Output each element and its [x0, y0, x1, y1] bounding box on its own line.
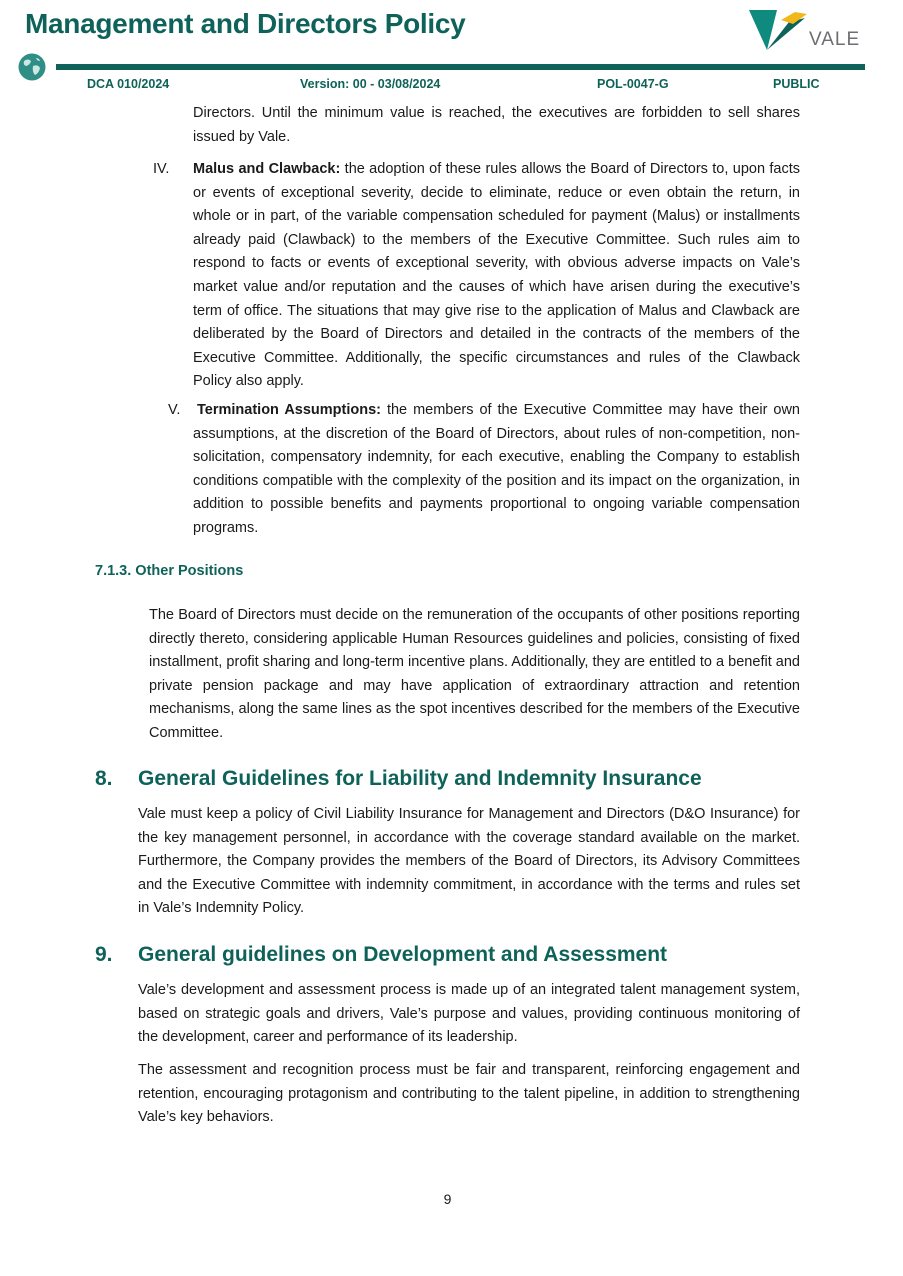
- list-item-term: Termination Assumptions:: [197, 402, 381, 418]
- vale-logo-yellow-shape: [781, 12, 807, 24]
- globe-icon: [18, 53, 46, 81]
- list-item-text: the adoption of these rules allows the Board of Directors to, upon facts or events of exceptional severity, decide to eliminate, reduce or even obtain the return, in whole or in part, of the variable compensation scheduled for payment (Malus) or installments already paid (Clawback) to the members of the Executive Committee. Such rules aim to respond to facts or events of exceptional severity, with obvious adverse impacts on Vale’s market value and/or reputation and the causes of which have arisen during the executive’s term of office. The situations that may give rise to the application of Malus and Clawback are deliberated by the Board of Directors and detailed in the contracts of the members of the Executive Committee. Additionally, the specific circumstances and rules of the Clawback Policy also apply.: [193, 161, 800, 390]
- section-body: The assessment and recognition process must be fair and transparent, reinforcing engagement and retention, encouraging protagonism and contributing to the talent pipeline, in addition to strengthening Vale’s key behaviors.: [138, 1062, 800, 1126]
- document-version: Version: 00 - 03/08/2024: [300, 77, 441, 91]
- list-numeral-iv: IV.: [153, 161, 170, 177]
- section-number: 8.: [95, 767, 113, 790]
- header-rule: [56, 64, 865, 70]
- page-number: 9: [443, 1191, 452, 1207]
- subsection-heading: 7.1.3. Other Positions: [95, 563, 244, 579]
- vale-logo-text: VALE: [809, 29, 861, 50]
- classification-label: PUBLIC: [773, 77, 820, 91]
- list-item-malus-clawback: [193, 158, 800, 394]
- section-number: 9.: [95, 943, 113, 966]
- document-title: Management and Directors Policy: [25, 8, 466, 39]
- list-numeral-v: V.: [168, 402, 181, 418]
- subsection-body: The Board of Directors must decide on the remuneration of the occupants of other positions reporting directly thereto, considering applicable Human Resources guidelines and policies, consisting of fixed installment, profit sharing and long-term incentive plans. Additionally, they are entitled to a benefit and private pension package and may have application of extraordinary attraction and retention mechanisms, along the same lines as the spot incentives described for the members of the Executive Committee.: [149, 607, 800, 741]
- section-body: Vale’s development and assessment process is made up of an integrated talent management system, based on strategic goals and drivers, Vale’s purpose and values, providing continuous monitoring of the development, career and performance of its leadership.: [138, 982, 800, 1046]
- list-item-text: the members of the Executive Committee may have their own assumptions, at the discretion of the Board of Directors, about rules of non-competition, non-solicitation, compensatory indemnity, for each executive, enabling the Company to establish conditions compatible with the complexity of the position and its impact on the organization, in addition to possible benefits and payments proportional to ongoing variable compensation programs.: [193, 402, 800, 536]
- section-title: General Guidelines for Liability and Indemnity Insurance: [138, 767, 702, 790]
- section-title: General guidelines on Development and Assessment: [138, 943, 668, 966]
- section-body: Vale must keep a policy of Civil Liability Insurance for Management and Directors (D&O Insurance) for the key management personnel, in accordance with the coverage standard available on the market. Furthermore, the Company provides the members of the Board of Directors, its Advisory Committees and the Executive Committee with indemnity commitment, in accordance with the terms and rules set in Vale’s Indemnity Policy.: [138, 806, 800, 917]
- list-item-termination: [193, 399, 800, 541]
- policy-code: POL-0047-G: [597, 77, 669, 91]
- list-item-term: Malus and Clawback:: [193, 161, 341, 177]
- document-code: DCA 010/2024: [87, 77, 170, 91]
- list-continuation: Directors. Until the minimum value is reached, the executives are forbidden to sell shares issued by Vale.: [193, 105, 800, 145]
- vale-logo: [747, 8, 867, 54]
